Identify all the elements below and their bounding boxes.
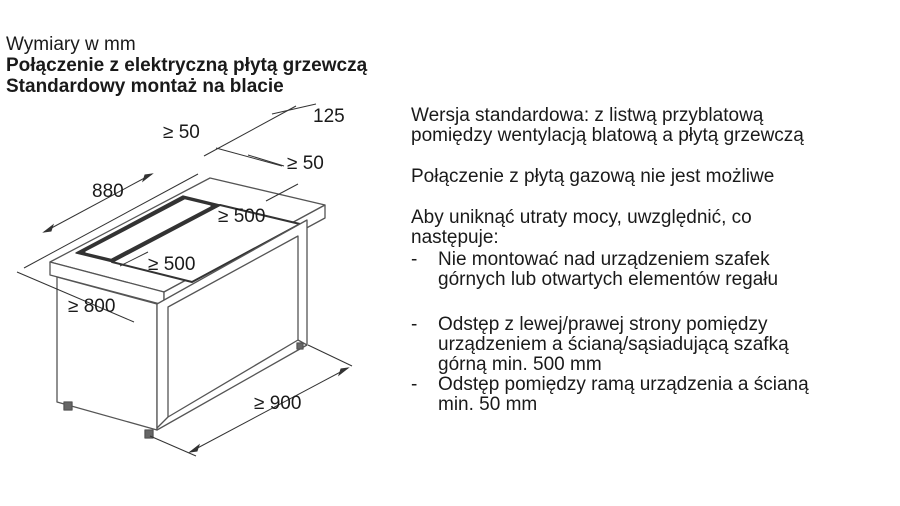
connection-title: Połączenie z elektryczną płytą grzewczą xyxy=(6,55,368,76)
dim-500-right: ≥ 500 xyxy=(218,206,266,227)
mounting-title: Standardowy montaż na blacie xyxy=(6,76,284,97)
bullet-3-line-2: min. 50 mm xyxy=(438,394,538,415)
dim-800: ≥ 800 xyxy=(68,296,116,317)
version-line-2: pomiędzy wentylacją blatową a płytą grzewczą xyxy=(411,125,804,146)
foot-right xyxy=(297,343,303,349)
dim-50-top: ≥ 50 xyxy=(163,122,200,143)
dim-500-front: ≥ 500 xyxy=(148,254,196,275)
bullet-dash: - xyxy=(411,249,418,270)
gas-note: Połączenie z płytą gazową nie jest możliwe xyxy=(411,166,775,187)
dim-50-right: ≥ 50 xyxy=(287,153,324,174)
units-label: Wymiary w mm xyxy=(6,34,136,55)
version-line-1: Wersja standardowa: z listwą przyblatową xyxy=(411,105,764,126)
cabinet-diagram xyxy=(0,0,410,506)
dim-880: 880 xyxy=(92,181,124,202)
bullet-3-line-1: Odstęp pomiędzy ramą urządzenia a ścianą xyxy=(438,374,809,395)
bullet-2-line-2: urządzeniem a ścianą/sąsiadującą szafką xyxy=(438,334,789,355)
bullet-1-line-1: Nie montować nad urządzeniem szafek xyxy=(438,249,770,270)
bullet-1-line-2: górnych lub otwartych elementów regału xyxy=(438,269,779,290)
foot-left xyxy=(64,402,72,410)
bullet-dash: - xyxy=(411,374,418,395)
intro-line-2: następuje: xyxy=(411,227,499,248)
dim-125: 125 xyxy=(313,106,345,127)
bullet-2-line-3: górną min. 500 mm xyxy=(438,354,602,375)
dim-900: ≥ 900 xyxy=(254,393,302,414)
bullet-2-line-1: Odstęp z lewej/prawej strony pomiędzy xyxy=(438,314,768,335)
bullet-dash: - xyxy=(411,314,418,335)
intro-line-1: Aby uniknąć utraty mocy, uwzględnić, co xyxy=(411,207,752,228)
